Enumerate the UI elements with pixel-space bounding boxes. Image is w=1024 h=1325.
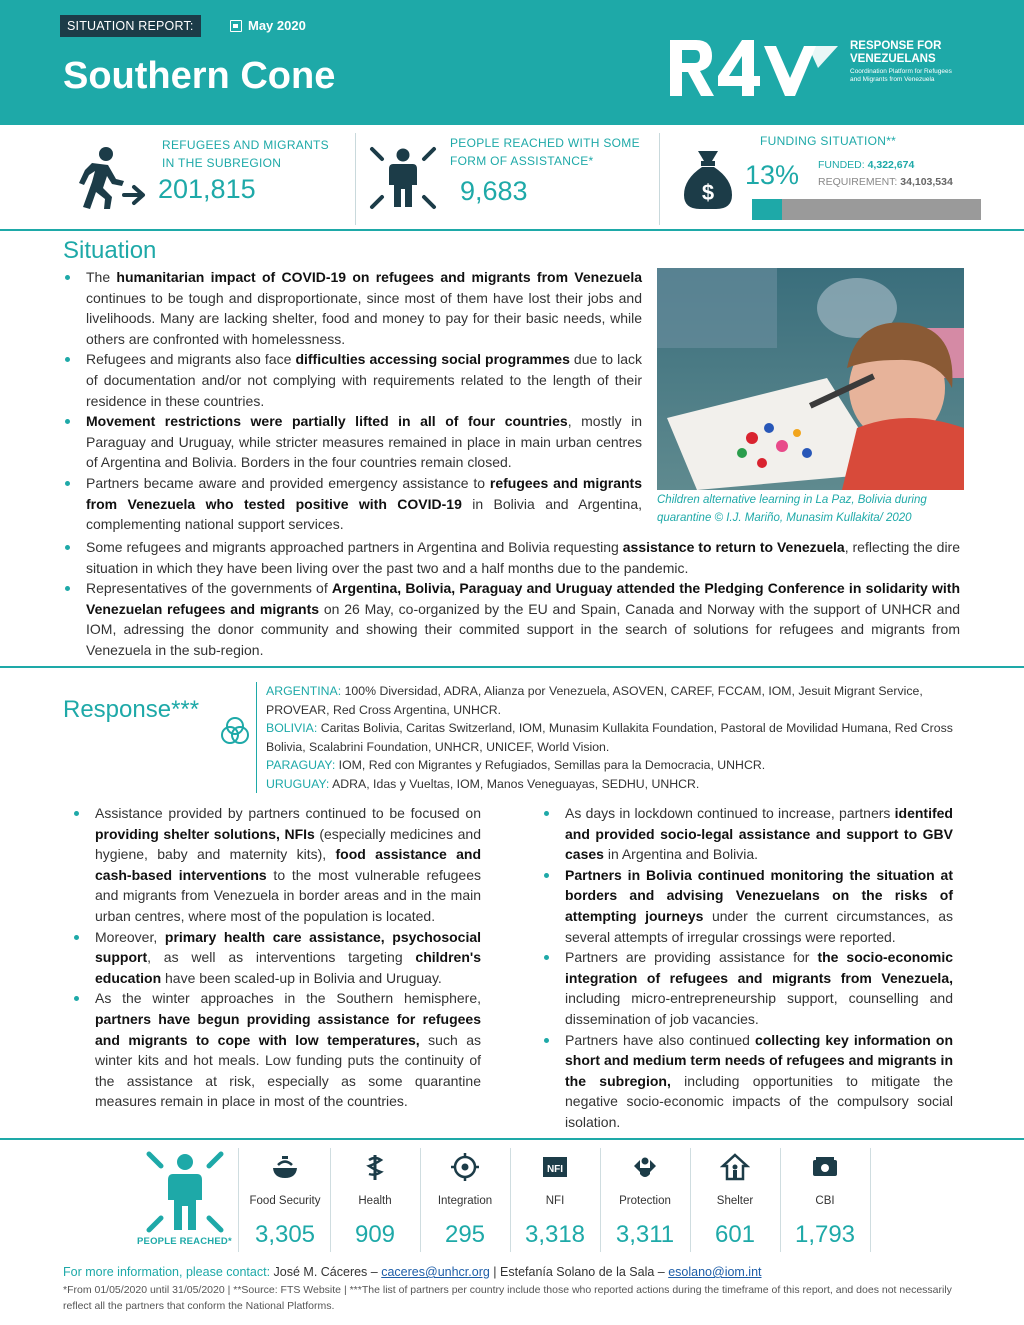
bullet-text: Partners have also continued: [565, 1031, 755, 1048]
photo-caption: Children alternative learning in La Paz, Bolivia during quarantine © I.J. Mariño, Munasim Kullakita/ 2020: [657, 494, 927, 524]
svg-text:$: $: [701, 180, 715, 205]
photo-illustration: [657, 268, 964, 490]
protection-icon: [630, 1152, 660, 1182]
bullet-emphasis: humanitarian impact of COVID-19 on refugees and migrants from Venezuela: [116, 269, 643, 285]
bullet-text: Partners became aware and provided emergency assistance to: [86, 474, 490, 491]
bullet-item: [542, 803, 953, 865]
bullet-text: , mostly in Paraguay and Uruguay, while stricter measures remained in place in main urban centres of Argentina and Bolivia. Borders in the four countries remain closed.: [86, 413, 643, 471]
bullet-text: Representatives of the governments of: [86, 580, 332, 597]
bullet-text: on 26 May, co-organized by the EU and Spain, Canada and Norway with the support of UNHCR and IOM, adressing the donor community and showing their commited support in the search of solutions for refugees and migrants from Venezuela in the sub-region.: [86, 600, 961, 658]
people-reached-label: PEOPLE REACHED*: [137, 1236, 232, 1247]
bullet-emphasis: the socio-economic integration of refugees and migrants from Venezuela,: [565, 949, 954, 986]
bullet-item: [63, 578, 960, 660]
situation-bullets: [63, 267, 642, 535]
sector-divider: [238, 1148, 239, 1252]
funding-progress-bar: [752, 199, 981, 220]
bullet-item: [63, 411, 642, 473]
bullet-emphasis: assistance to return to Venezuela: [622, 539, 845, 555]
date-text: May 2020: [248, 18, 306, 33]
person-reached-icon: [145, 1148, 225, 1236]
people-reached-by-sector: [0, 1142, 1024, 1257]
bullet-item: [542, 947, 953, 1029]
logo-text-block: [850, 40, 960, 84]
bullet-item: [72, 927, 481, 989]
bullet-text: in Argentina and Bolivia.: [603, 846, 759, 863]
bullet-item: [63, 349, 642, 411]
child-learning-photo: [657, 268, 964, 490]
logo-subtitle: Coordination Platform for Refugees and Migrants from Venezuela: [850, 68, 952, 83]
sector-protection: [600, 1142, 690, 1254]
sector-label: Integration: [437, 1195, 493, 1207]
person-walking-arrow-icon: [66, 145, 148, 211]
contact-separator: | Estefanía Solano de la Sala –: [493, 1265, 665, 1279]
stat-divider: [659, 133, 660, 225]
bullet-item: [542, 865, 953, 947]
sector-label: Protection: [619, 1195, 671, 1207]
sector-label: Food Security: [249, 1195, 321, 1207]
bullet-text: such as winter kits and hot meals. Low funding puts the continuity of the assistance at risk, especially as some quarantine measures remain in place in most of the countries.: [95, 1031, 481, 1110]
funded-label: FUNDED:: [818, 159, 865, 171]
reached-value: 9,683: [460, 176, 528, 206]
nfi-icon: [540, 1152, 570, 1182]
report-date: [230, 16, 306, 36]
bullet-text: Some refugees and migrants approached partners in Argentina and Bolivia requesting: [86, 539, 623, 555]
bullet-emphasis: children's education: [95, 949, 481, 986]
sector-value: 601: [714, 1221, 756, 1248]
sector-value: 3,311: [615, 1221, 675, 1248]
money-bag-icon: [682, 149, 734, 211]
bullet-text: Refugees and migrants also face: [86, 351, 296, 368]
bullet-text: under the current circumstances, as several attempts of irregular crossings were reported.: [565, 907, 953, 945]
response-bullets-right: [542, 803, 953, 1133]
bullet-text: Assistance provided by partners continued to be focused on: [95, 805, 481, 821]
reached-label-line-2: FORM OF ASSISTANCE*: [450, 154, 594, 168]
funding-percent: 13%: [745, 160, 800, 190]
partner-country: URUGUAY:: [266, 776, 333, 791]
integration-icon: [450, 1152, 480, 1182]
bullet-emphasis: refugees and migrants from Venezuela who tested positive with COVID-19: [86, 474, 642, 512]
bullet-emphasis: Movement restrictions were partially lifted in all of four countries: [86, 413, 568, 430]
section-divider: [0, 666, 1024, 668]
bullet-text: including micro-entrepreneurship support, counselling and dissemination of job vacancies.: [565, 990, 953, 1027]
section-divider: [0, 1138, 1024, 1140]
funding-label: FUNDING SITUATION**: [760, 134, 897, 148]
shelter-icon: [720, 1152, 750, 1182]
bullet-emphasis: collecting key information on short and medium term needs of refugees and migrants in the subregion,: [565, 1031, 953, 1089]
stat-divider: [355, 133, 356, 225]
person-reached-icon: [368, 145, 438, 211]
bullet-text: due to lack of documentation and/or not complying with requirements related to the length of their residence in these countries.: [86, 351, 642, 409]
requirement-label: REQUIREMENT:: [818, 176, 898, 188]
sector-value: 3,318: [524, 1221, 586, 1248]
sector-label: NFI: [545, 1195, 565, 1207]
partner-country: ARGENTINA:: [266, 684, 345, 698]
partner-list: IOM, Red con Migrantes y Refugiados, Semillas para la Democracia, UNHCR.: [338, 758, 766, 772]
sector-value: 3,305: [254, 1221, 316, 1248]
partner-list: Caritas Bolivia, Caritas Switzerland, IOM, Munasim Kullakita Foundation, Pastoral de Movilidad Humana, Red Cross Bolivia, Scalabrini Foundation, UNHCR, UNICEF, World Vision.: [266, 721, 953, 754]
situation-bullets-wide: [63, 537, 960, 661]
sector-label: Shelter: [716, 1195, 754, 1207]
sector-food-security: [240, 1142, 330, 1254]
page-title: Southern Cone: [63, 55, 336, 97]
sector-label: Health: [358, 1195, 392, 1207]
food-bowl-icon: [270, 1152, 300, 1182]
partner-row: [266, 682, 956, 719]
partners-rings-icon: [220, 716, 250, 746]
svg-text:NFI: NFI: [546, 1164, 564, 1175]
bullet-text: including opportunities to mitigate the negative socio-economic impacts of the compulsory social isolation.: [565, 1072, 953, 1130]
bullet-text: have been scaled-up in Bolivia and Uruguay.: [161, 969, 442, 986]
bullet-text: , reflecting the dire situation in which they have been living over the past two and a half months due to the pandemic.: [86, 539, 960, 576]
contact-lead: For more information, please contact:: [63, 1265, 271, 1279]
key-figures: [0, 125, 1024, 231]
sector-value: 1,793: [794, 1221, 856, 1248]
sector-value: 295: [444, 1221, 486, 1248]
r4v-logo: [668, 38, 840, 100]
bullet-text: As the winter approaches in the Southern hemisphere,: [95, 990, 481, 1007]
footnote: *From 01/05/2020 until 31/05/2020 | **Source: FTS Website | ***The list of partners per country include those who reported actions during the timeframe of this report, and does not necessarily reflect all the partners that conform the National Platforms.: [63, 1284, 952, 1312]
contact-1-email-link[interactable]: caceres@unhcr.org: [381, 1265, 490, 1279]
bullet-emphasis: primary health care assistance, psychosocial support: [95, 928, 482, 966]
partners-by-country: [256, 682, 956, 793]
funding-progress-fill: [752, 199, 782, 220]
report-header: [0, 0, 1024, 125]
bullet-text: , as well as interventions targeting: [147, 949, 416, 966]
contact-line: [63, 1263, 762, 1281]
refugees-label-line-2: IN THE SUBREGION: [162, 156, 282, 170]
bullet-item: [63, 267, 642, 349]
bullet-item: [63, 537, 960, 578]
logo-line-1: RESPONSE FOR: [850, 40, 942, 52]
bullet-item: [542, 1030, 953, 1133]
partner-row: [266, 719, 956, 756]
partner-list: ADRA, Idas y Vueltas, IOM, Manos Veneguayas, SEDHU, UNHCR.: [332, 776, 700, 791]
bullet-item: [63, 473, 642, 535]
bullet-emphasis: partners have begun providing assistance for refugees and migrants to cope with low temperatures,: [95, 1010, 481, 1048]
contact-1-name: José M. Cáceres –: [273, 1265, 378, 1279]
response-heading: Response***: [63, 696, 200, 723]
bullet-item: [72, 988, 481, 1112]
partner-country: BOLIVIA:: [266, 721, 321, 735]
requirement-value: 34,103,534: [900, 176, 953, 188]
bullet-emphasis: Argentina, Bolivia, Paraguay and Uruguay attended the Pledging Conference in solidarity with Venezuelan refugees and migrants: [86, 580, 960, 617]
partner-row: [266, 756, 956, 775]
reached-label-line-1: PEOPLE REACHED WITH SOME: [450, 136, 640, 150]
calendar-icon: [230, 20, 242, 32]
bullet-text: The: [86, 269, 117, 285]
requirement-line: [818, 175, 953, 189]
bullet-text: to the most vulnerable refugees and migrants from Venezuela in border areas and in the main urban centres, where most of the population is located.: [95, 866, 481, 924]
bullet-emphasis: difficulties accessing social programmes: [295, 351, 570, 368]
bullet-text: Moreover,: [95, 928, 165, 945]
partner-row: [266, 775, 956, 794]
cash-icon: [810, 1152, 840, 1182]
response-bullets-left: [72, 803, 481, 1112]
bullet-item: [72, 803, 481, 927]
partner-list: 100% Diversidad, ADRA, Alianza por Venezuela, ASOVEN, CAREF, FCCAM, IOM, Jesuit Migrant Service, PROVEAR, Red Cross Argentina, UNHCR.: [266, 684, 923, 717]
bullet-emphasis: identifed and provided socio-legal assistance and support to GBV cases: [565, 805, 953, 863]
sector-divider: [870, 1148, 871, 1252]
health-caduceus-icon: [360, 1152, 390, 1182]
bullet-text: As days in lockdown continued to increase, partners: [565, 805, 895, 821]
partner-country: PARAGUAY:: [266, 758, 339, 772]
logo-line-2: VENEZUELANS: [850, 53, 936, 65]
bullet-emphasis: Partners in Bolivia continued monitoring the situation at borders and advising Venezuelans on the risks of attempting journeys: [565, 866, 953, 924]
bullet-text: in Bolivia and Argentina, complementing national support services.: [86, 495, 642, 533]
situation-heading: Situation: [63, 237, 157, 264]
refugees-label-line-1: REFUGEES AND MIGRANTS: [162, 138, 329, 152]
funded-line: [818, 158, 914, 172]
bullet-emphasis: providing shelter solutions, NFIs: [95, 825, 315, 842]
sector-shelter: [690, 1142, 780, 1254]
sector-health: [330, 1142, 420, 1254]
bullet-text: continues to be tough and disproportionate, since most of them have lost their jobs and livelihoods. Many are lacking shelter, food and money to pay for their basic needs, while others are confronted with homelessness.: [86, 289, 642, 347]
bullet-emphasis: food assistance and cash-based interventions: [95, 846, 481, 883]
contact-2-email-link[interactable]: esolano@iom.int: [668, 1265, 762, 1279]
refugees-value: 201,815: [158, 174, 256, 204]
sector-cbi: [780, 1142, 870, 1254]
sector-label: CBI: [815, 1195, 835, 1207]
sector-nfi: [510, 1142, 600, 1254]
sector-integration: [420, 1142, 510, 1254]
bullet-text: Partners are providing assistance for: [565, 949, 818, 966]
funded-value: 4,322,674: [867, 159, 915, 171]
sector-value: 909: [354, 1221, 396, 1248]
bullet-text: (especially medicines and hygiene, baby and maternity kits),: [95, 825, 481, 863]
situation-report-tag: SITUATION REPORT:: [60, 15, 201, 37]
